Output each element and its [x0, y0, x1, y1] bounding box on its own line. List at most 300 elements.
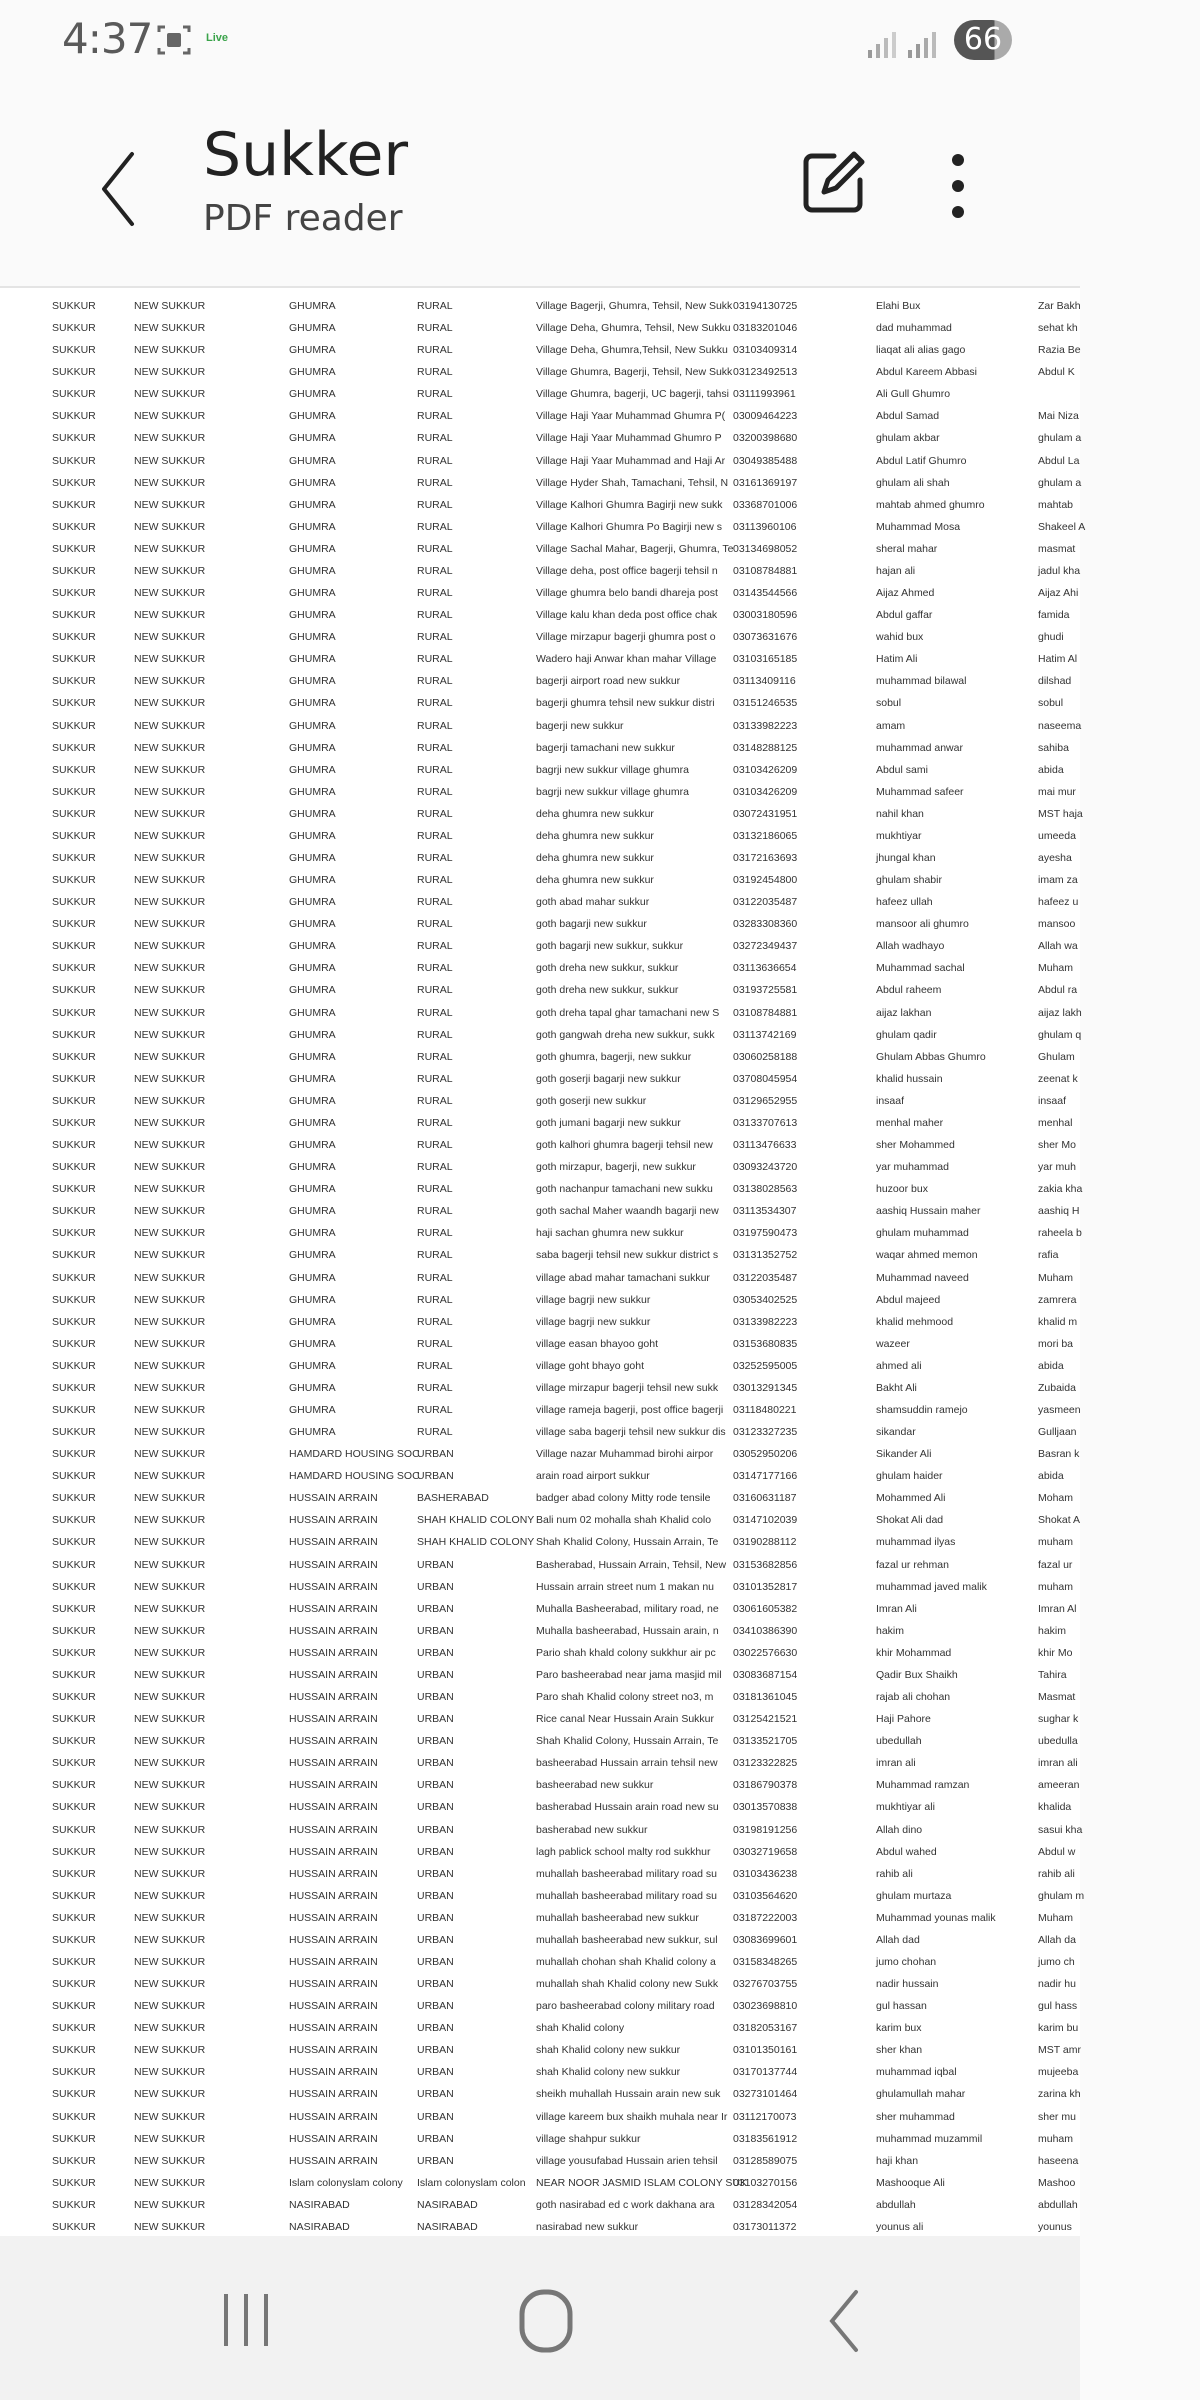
taluka-cell: NEW SUKKUR	[134, 852, 206, 864]
district-cell: SUKKUR	[52, 520, 96, 533]
name-cell: Abdul Latif Ghumro	[876, 454, 967, 467]
table-row	[0, 1267, 1200, 1289]
phone-cell: 03072431951	[733, 807, 798, 820]
name-cell: Muhammad sachal	[876, 962, 965, 975]
taluka-cell: NEW SUKKUR	[134, 322, 206, 335]
area-cell: RURAL	[417, 1205, 453, 1218]
second-name-cell: MST haja	[1038, 807, 1083, 820]
name-cell: jumo chohan	[876, 1956, 937, 1968]
name-cell: younus ali	[876, 2220, 924, 2233]
district-cell: SUKKUR	[52, 829, 96, 842]
taluka-cell: NEW SUKKUR	[134, 1757, 206, 1770]
taluka-cell: NEW SUKKUR	[134, 432, 206, 445]
table-row	[0, 450, 1200, 472]
address-cell: basherabad Hussain arain road new su	[536, 1801, 719, 1814]
second-name-cell: zamrera	[1038, 1293, 1077, 1306]
area-cell: RURAL	[417, 322, 453, 335]
name-cell: sobul	[876, 697, 902, 710]
screenshot-icon	[156, 22, 192, 58]
phone-cell: 03123492513	[733, 366, 798, 379]
name-cell: Abdul Kareem Abbasi	[876, 366, 977, 379]
union-council-cell: HUSSAIN ARRAIN	[289, 1956, 378, 1968]
second-name-cell: ghulam a	[1038, 476, 1082, 489]
district-cell: SUKKUR	[52, 1139, 96, 1152]
second-name-cell: jadul kha	[1038, 564, 1081, 577]
table-row	[0, 516, 1200, 538]
phone-cell: 03083699601	[733, 1933, 798, 1946]
district-cell: SUKKUR	[52, 1889, 96, 1902]
phone-cell: 03053402525	[733, 1293, 798, 1306]
name-cell: wazeer	[876, 1337, 910, 1350]
area-cell: RURAL	[417, 1271, 453, 1284]
union-council-cell: HAMDARD HOUSING SOC	[289, 1470, 420, 1483]
name-cell: khir Mohammad	[876, 1646, 952, 1659]
address-cell: Shah Khalid Colony, Hussain Arrain, Te	[536, 1735, 719, 1748]
second-name-cell: mujeeba	[1038, 2066, 1079, 2079]
phone-cell: 03103409314	[733, 344, 798, 357]
taluka-cell: NEW SUKKUR	[134, 1161, 206, 1174]
phone-cell: 03133707613	[733, 1116, 798, 1129]
union-council-cell: NASIRABAD	[289, 2198, 350, 2211]
name-cell: ghulamullah mahar	[876, 2088, 966, 2101]
table-row	[0, 1841, 1200, 1863]
taluka-cell: NEW SUKKUR	[134, 1867, 206, 1880]
name-cell: Mohammed Ali	[876, 1492, 946, 1505]
address-cell: village mirzapur bagerji tehsil new sukk	[536, 1381, 719, 1394]
name-cell: sher khan	[876, 2044, 923, 2057]
table-row	[0, 847, 1200, 869]
taluka-cell: NEW SUKKUR	[134, 388, 206, 401]
district-cell: SUKKUR	[52, 1735, 96, 1748]
table-row	[0, 1774, 1200, 1796]
second-name-cell: ghulam m	[1038, 1889, 1085, 1902]
second-name-cell: Masmat	[1038, 1691, 1076, 1704]
table-row	[0, 1377, 1200, 1399]
taluka-cell: NEW SUKKUR	[134, 1249, 206, 1262]
table-row	[0, 538, 1200, 560]
district-cell: SUKKUR	[52, 2176, 96, 2189]
phone-cell: 03276703755	[733, 1978, 798, 1991]
table-row	[0, 648, 1200, 670]
union-council-cell: GHUMRA	[289, 587, 336, 600]
second-name-cell: abdullah	[1038, 2198, 1078, 2211]
area-cell: RURAL	[417, 1249, 453, 1262]
area-cell: RURAL	[417, 1293, 453, 1306]
district-cell: SUKKUR	[52, 1691, 96, 1704]
district-cell: SUKKUR	[52, 1646, 96, 1659]
union-council-cell: HAMDARD HOUSING SOC	[289, 1448, 420, 1461]
district-cell: SUKKUR	[52, 344, 96, 357]
area-cell: RURAL	[417, 962, 453, 975]
area-cell: URBAN	[417, 2132, 454, 2145]
union-council-cell: GHUMRA	[289, 1072, 336, 1085]
union-council-cell: GHUMRA	[289, 520, 336, 533]
second-name-cell: famida	[1038, 609, 1070, 622]
area-cell: URBAN	[417, 2022, 454, 2035]
phone-cell: 03368701006	[733, 498, 798, 511]
area-cell: RURAL	[417, 1006, 453, 1019]
area-cell: RURAL	[417, 1028, 453, 1041]
nav-back-button[interactable]	[810, 2286, 890, 2356]
second-name-cell: mahtab	[1038, 498, 1074, 511]
area-cell: URBAN	[417, 1448, 454, 1461]
phone-cell: 03113636654	[733, 962, 797, 975]
second-name-cell: sobul	[1038, 697, 1064, 710]
second-name-cell: masmat	[1038, 542, 1076, 555]
phone-cell: 03272349437	[733, 940, 798, 953]
area-cell: RURAL	[417, 1183, 453, 1196]
area-cell: URBAN	[417, 2088, 454, 2101]
address-cell: muhallah basheerabad military road su	[536, 1867, 717, 1880]
district-cell: SUKKUR	[52, 1470, 96, 1483]
phone-cell: 03198191256	[733, 1823, 798, 1836]
taluka-cell: NEW SUKKUR	[134, 1514, 206, 1527]
union-council-cell: GHUMRA	[289, 1426, 336, 1439]
table-row	[0, 2150, 1200, 2172]
area-cell: URBAN	[417, 2000, 454, 2013]
address-cell: Muhalla basheerabad, Hussain arain, n	[536, 1624, 719, 1637]
union-council-cell: HUSSAIN ARRAIN	[289, 1845, 378, 1858]
address-cell: Shah Khalid Colony, Hussain Arrain, Te	[536, 1536, 719, 1549]
union-council-cell: HUSSAIN ARRAIN	[289, 1823, 378, 1836]
phone-cell: 03173011372	[733, 2220, 797, 2233]
table-row	[0, 1752, 1200, 1774]
district-cell: SUKKUR	[52, 1404, 96, 1416]
name-cell: ghulam muhammad	[876, 1227, 969, 1240]
area-cell: URBAN	[417, 1911, 454, 1924]
taluka-cell: NEW SUKKUR	[134, 1315, 206, 1328]
table-row	[0, 1134, 1200, 1156]
table-row	[0, 1686, 1200, 1708]
area-cell: RURAL	[417, 1116, 453, 1129]
second-name-cell: younus	[1038, 2220, 1072, 2233]
address-cell: goth goserji bagarji new sukkur	[536, 1072, 681, 1085]
taluka-cell: NEW SUKKUR	[134, 1006, 206, 1019]
second-name-cell: ayesha	[1038, 852, 1072, 864]
phone-cell: 03103436238	[733, 1867, 798, 1880]
address-cell: goth dreha new sukkur, sukkur	[536, 962, 679, 975]
second-name-cell: Gulljaan	[1038, 1426, 1077, 1439]
phone-cell: 03183201046	[733, 322, 798, 335]
district-cell: SUKKUR	[52, 741, 96, 754]
second-name-cell: Shokat A	[1038, 1514, 1081, 1527]
area-cell: RURAL	[417, 719, 453, 732]
phone-cell: 03108784881	[733, 564, 798, 577]
table-row	[0, 1222, 1200, 1244]
second-name-cell: gul hass	[1038, 2000, 1078, 2013]
address-cell: lagh pablick school malty rod sukkhur	[536, 1845, 711, 1858]
area-cell: RURAL	[417, 1426, 453, 1439]
area-cell: NASIRABAD	[417, 2220, 478, 2233]
taluka-cell: NEW SUKKUR	[134, 1801, 206, 1814]
phone-cell: 03153682856	[733, 1558, 798, 1571]
second-name-cell: mansoo	[1038, 918, 1076, 931]
second-name-cell: nadir hu	[1038, 1978, 1076, 1991]
address-cell: Village Kalhori Ghumra Po Bagirji new s	[536, 520, 722, 533]
union-council-cell: HUSSAIN ARRAIN	[289, 2088, 378, 2101]
district-cell: SUKKUR	[52, 1271, 96, 1284]
area-cell: URBAN	[417, 1646, 454, 1659]
taluka-cell: NEW SUKKUR	[134, 1735, 206, 1748]
area-cell: RURAL	[417, 587, 453, 600]
district-cell: SUKKUR	[52, 1602, 96, 1615]
name-cell: mansoor ali ghumro	[876, 918, 969, 931]
table-row	[0, 1024, 1200, 1046]
table-row	[0, 405, 1200, 427]
second-name-cell: mori ba	[1038, 1337, 1074, 1350]
address-cell: shah Khalid colony	[536, 2022, 625, 2035]
table-row	[0, 2172, 1200, 2194]
area-cell: URBAN	[417, 1933, 454, 1946]
area-cell: Islam colonyslam colon	[417, 2176, 526, 2189]
district-cell: SUKKUR	[52, 984, 96, 997]
district-cell: SUKKUR	[52, 432, 96, 445]
phone-cell: 03101350161	[733, 2044, 798, 2057]
address-cell: Village Haji Yaar Muhammad Ghumro P	[536, 432, 722, 445]
address-cell: village abad mahar tamachani sukkur	[536, 1271, 710, 1284]
district-cell: SUKKUR	[52, 807, 96, 820]
taluka-cell: NEW SUKKUR	[134, 940, 206, 953]
taluka-cell: NEW SUKKUR	[134, 1359, 206, 1372]
name-cell: ghulam qadir	[876, 1028, 937, 1041]
address-cell: village easan bhayoo goht	[536, 1337, 659, 1350]
second-name-cell: imran ali	[1038, 1757, 1078, 1770]
address-cell: bagerji airport road new sukkur	[536, 675, 681, 688]
area-cell: RURAL	[417, 675, 453, 688]
name-cell: yar muhammad	[876, 1161, 949, 1174]
phone-cell: 03061605382	[733, 1602, 798, 1615]
address-cell: shah Khalid colony new sukkur	[536, 2066, 681, 2079]
second-name-cell: haseena	[1038, 2154, 1079, 2167]
name-cell: Abdul raheem	[876, 984, 942, 997]
union-council-cell: GHUMRA	[289, 1271, 336, 1284]
edit-button[interactable]	[800, 146, 870, 216]
union-council-cell: HUSSAIN ARRAIN	[289, 1646, 378, 1659]
second-name-cell: ameeran	[1038, 1779, 1080, 1792]
phone-cell: 03183561912	[733, 2132, 798, 2145]
phone-cell: 03193725581	[733, 984, 798, 997]
name-cell: Muhammad naveed	[876, 1271, 969, 1284]
phone-cell: 03134698052	[733, 542, 798, 555]
district-cell: SUKKUR	[52, 852, 96, 864]
phone-cell: 03182053167	[733, 2022, 798, 2035]
table-row	[0, 2128, 1200, 2150]
union-council-cell: GHUMRA	[289, 1381, 336, 1394]
area-cell: RURAL	[417, 344, 453, 357]
area-cell: URBAN	[417, 1624, 454, 1637]
taluka-cell: NEW SUKKUR	[134, 366, 206, 379]
district-cell: SUKKUR	[52, 631, 96, 644]
back-button[interactable]	[90, 144, 150, 234]
union-council-cell: GHUMRA	[289, 1404, 336, 1416]
table-row	[0, 494, 1200, 516]
district-cell: SUKKUR	[52, 1249, 96, 1262]
taluka-cell: NEW SUKKUR	[134, 785, 206, 798]
district-cell: SUKKUR	[52, 410, 96, 423]
address-cell: village kareem bux shaikh muhala near Ir	[536, 2110, 728, 2123]
area-cell: RURAL	[417, 763, 453, 776]
district-cell: SUKKUR	[52, 2022, 96, 2035]
district-cell: SUKKUR	[52, 2044, 96, 2057]
phone-cell: 03129652955	[733, 1094, 798, 1107]
address-cell: bagerji tamachani new sukkur	[536, 741, 675, 754]
name-cell: hakim	[876, 1624, 905, 1637]
taluka-cell: NEW SUKKUR	[134, 1646, 206, 1659]
recents-button[interactable]	[206, 2286, 286, 2356]
table-row	[0, 1399, 1200, 1421]
phone-cell: 03003180596	[733, 609, 798, 622]
phone-cell: 03170137744	[733, 2066, 798, 2079]
second-name-cell: naseema	[1038, 719, 1082, 732]
second-name-cell: rahib ali	[1038, 1867, 1075, 1880]
taluka-cell: NEW SUKKUR	[134, 1492, 206, 1505]
area-cell: RURAL	[417, 542, 453, 555]
address-cell: shah Khalid colony new sukkur	[536, 2044, 681, 2057]
name-cell: Abdul majeed	[876, 1293, 941, 1306]
second-name-cell: Imran Al	[1038, 1602, 1077, 1615]
address-cell: deha ghumra new sukkur	[536, 807, 654, 820]
area-cell: URBAN	[417, 1735, 454, 1748]
union-council-cell: GHUMRA	[289, 785, 336, 798]
area-cell: RURAL	[417, 1404, 453, 1416]
taluka-cell: NEW SUKKUR	[134, 1624, 206, 1637]
district-cell: SUKKUR	[52, 300, 96, 312]
second-name-cell: ghulam q	[1038, 1028, 1082, 1041]
address-cell: arain road airport sukkur	[536, 1470, 650, 1483]
second-name-cell: Muham	[1038, 1911, 1074, 1924]
union-council-cell: GHUMRA	[289, 454, 336, 467]
area-cell: NASIRABAD	[417, 2198, 478, 2211]
union-council-cell: GHUMRA	[289, 697, 336, 710]
address-cell: Rice canal Near Hussain Arain Sukkur	[536, 1713, 714, 1726]
phone-cell: 03128589075	[733, 2154, 798, 2167]
name-cell: Sikander Ali	[876, 1448, 932, 1461]
district-cell: SUKKUR	[52, 896, 96, 909]
taluka-cell: NEW SUKKUR	[134, 719, 206, 732]
address-cell: basheerabad new sukkur	[536, 1779, 654, 1792]
union-council-cell: HUSSAIN ARRAIN	[289, 1536, 378, 1549]
address-cell: muhallah shah Khalid colony new Sukk	[536, 1978, 719, 1991]
second-name-cell: mai mur	[1038, 785, 1076, 798]
address-cell: village bagrji new sukkur	[536, 1315, 651, 1328]
status-bar	[0, 0, 1080, 80]
table-row	[0, 1311, 1200, 1333]
union-council-cell: GHUMRA	[289, 1315, 336, 1328]
document-subtitle: PDF reader	[203, 198, 403, 239]
address-cell: muhallah basheerabad military road su	[536, 1889, 717, 1902]
area-cell: URBAN	[417, 2066, 454, 2079]
union-council-cell: GHUMRA	[289, 829, 336, 842]
second-name-cell: sasui kha	[1038, 1823, 1083, 1836]
union-council-cell: GHUMRA	[289, 1116, 336, 1129]
table-row	[0, 1289, 1200, 1311]
area-cell: URBAN	[417, 1757, 454, 1770]
taluka-cell: NEW SUKKUR	[134, 609, 206, 622]
phone-cell: 03197590473	[733, 1227, 798, 1240]
address-cell: Village Ghumra, Bagerji, Tehsil, New Sukk	[536, 366, 733, 379]
district-cell: SUKKUR	[52, 476, 96, 489]
phone-cell: 03123322825	[733, 1757, 798, 1770]
second-name-cell: umeeda	[1038, 829, 1076, 842]
pdf-document-view[interactable]	[0, 288, 1086, 2236]
area-cell: RURAL	[417, 940, 453, 953]
area-cell: RURAL	[417, 1161, 453, 1174]
phone-cell: 03013570838	[733, 1801, 798, 1814]
address-cell: goth nachanpur tamachani new sukku	[536, 1183, 713, 1196]
address-cell: Village mirzapur bagerji ghumra post o	[536, 631, 716, 644]
area-cell: RURAL	[417, 520, 453, 533]
union-council-cell: HUSSAIN ARRAIN	[289, 1514, 378, 1527]
district-cell: SUKKUR	[52, 388, 96, 401]
taluka-cell: NEW SUKKUR	[134, 1691, 206, 1704]
area-cell: RURAL	[417, 1227, 453, 1240]
name-cell: muhammad bilawal	[876, 675, 967, 688]
union-council-cell: HUSSAIN ARRAIN	[289, 1933, 378, 1946]
taluka-cell: NEW SUKKUR	[134, 1602, 206, 1615]
second-name-cell: Abdul w	[1038, 1845, 1076, 1858]
battery-indicator: 66	[954, 20, 1012, 60]
area-cell: URBAN	[417, 1691, 454, 1704]
union-council-cell: HUSSAIN ARRAIN	[289, 1978, 378, 1991]
union-council-cell: GHUMRA	[289, 719, 336, 732]
name-cell: jhungal khan	[876, 852, 936, 864]
taluka-cell: NEW SUKKUR	[134, 564, 206, 577]
union-council-cell: GHUMRA	[289, 896, 336, 909]
name-cell: Imran Ali	[876, 1602, 917, 1615]
table-row	[0, 935, 1200, 957]
name-cell: abdullah	[876, 2198, 916, 2211]
table-row	[0, 2216, 1200, 2238]
document-title: Sukker	[203, 120, 409, 190]
phone-cell: 03133982223	[733, 719, 798, 732]
name-cell: muhammad javed malik	[876, 1580, 987, 1593]
taluka-cell: NEW SUKKUR	[134, 1956, 206, 1968]
district-cell: SUKKUR	[52, 1978, 96, 1991]
phone-cell: 03032719658	[733, 1845, 798, 1858]
phone-cell: 03151246535	[733, 697, 798, 710]
table-row	[0, 1487, 1200, 1509]
taluka-cell: NEW SUKKUR	[134, 1580, 206, 1593]
taluka-cell: NEW SUKKUR	[134, 1470, 206, 1483]
taluka-cell: NEW SUKKUR	[134, 984, 206, 997]
table-row	[0, 1156, 1200, 1178]
more-options-button[interactable]	[940, 146, 976, 226]
phone-cell: 03013291345	[733, 1381, 798, 1394]
taluka-cell: NEW SUKKUR	[134, 344, 206, 357]
status-time: 4:37	[62, 14, 153, 63]
name-cell: Allah dino	[876, 1823, 923, 1836]
phone-cell: 03049385488	[733, 454, 798, 467]
table-row	[0, 1708, 1200, 1730]
area-cell: RURAL	[417, 918, 453, 931]
district-cell: SUKKUR	[52, 1757, 96, 1770]
area-cell: RURAL	[417, 653, 453, 666]
name-cell: Mashooque Ali	[876, 2176, 945, 2189]
address-cell: village shahpur sukkur	[536, 2132, 641, 2145]
name-cell: Abdul Samad	[876, 410, 940, 423]
phone-cell: 03148288125	[733, 741, 798, 754]
second-name-cell: ghudi	[1038, 631, 1064, 644]
home-button[interactable]	[506, 2286, 586, 2356]
union-council-cell: GHUMRA	[289, 1205, 336, 1218]
table-row	[0, 803, 1200, 825]
district-cell: SUKKUR	[52, 940, 96, 953]
area-cell: RURAL	[417, 741, 453, 754]
union-council-cell: GHUMRA	[289, 1028, 336, 1041]
name-cell: mukhtiyar ali	[876, 1801, 935, 1814]
phone-cell: 03131352752	[733, 1249, 798, 1262]
phone-cell: 03143544566	[733, 587, 798, 600]
